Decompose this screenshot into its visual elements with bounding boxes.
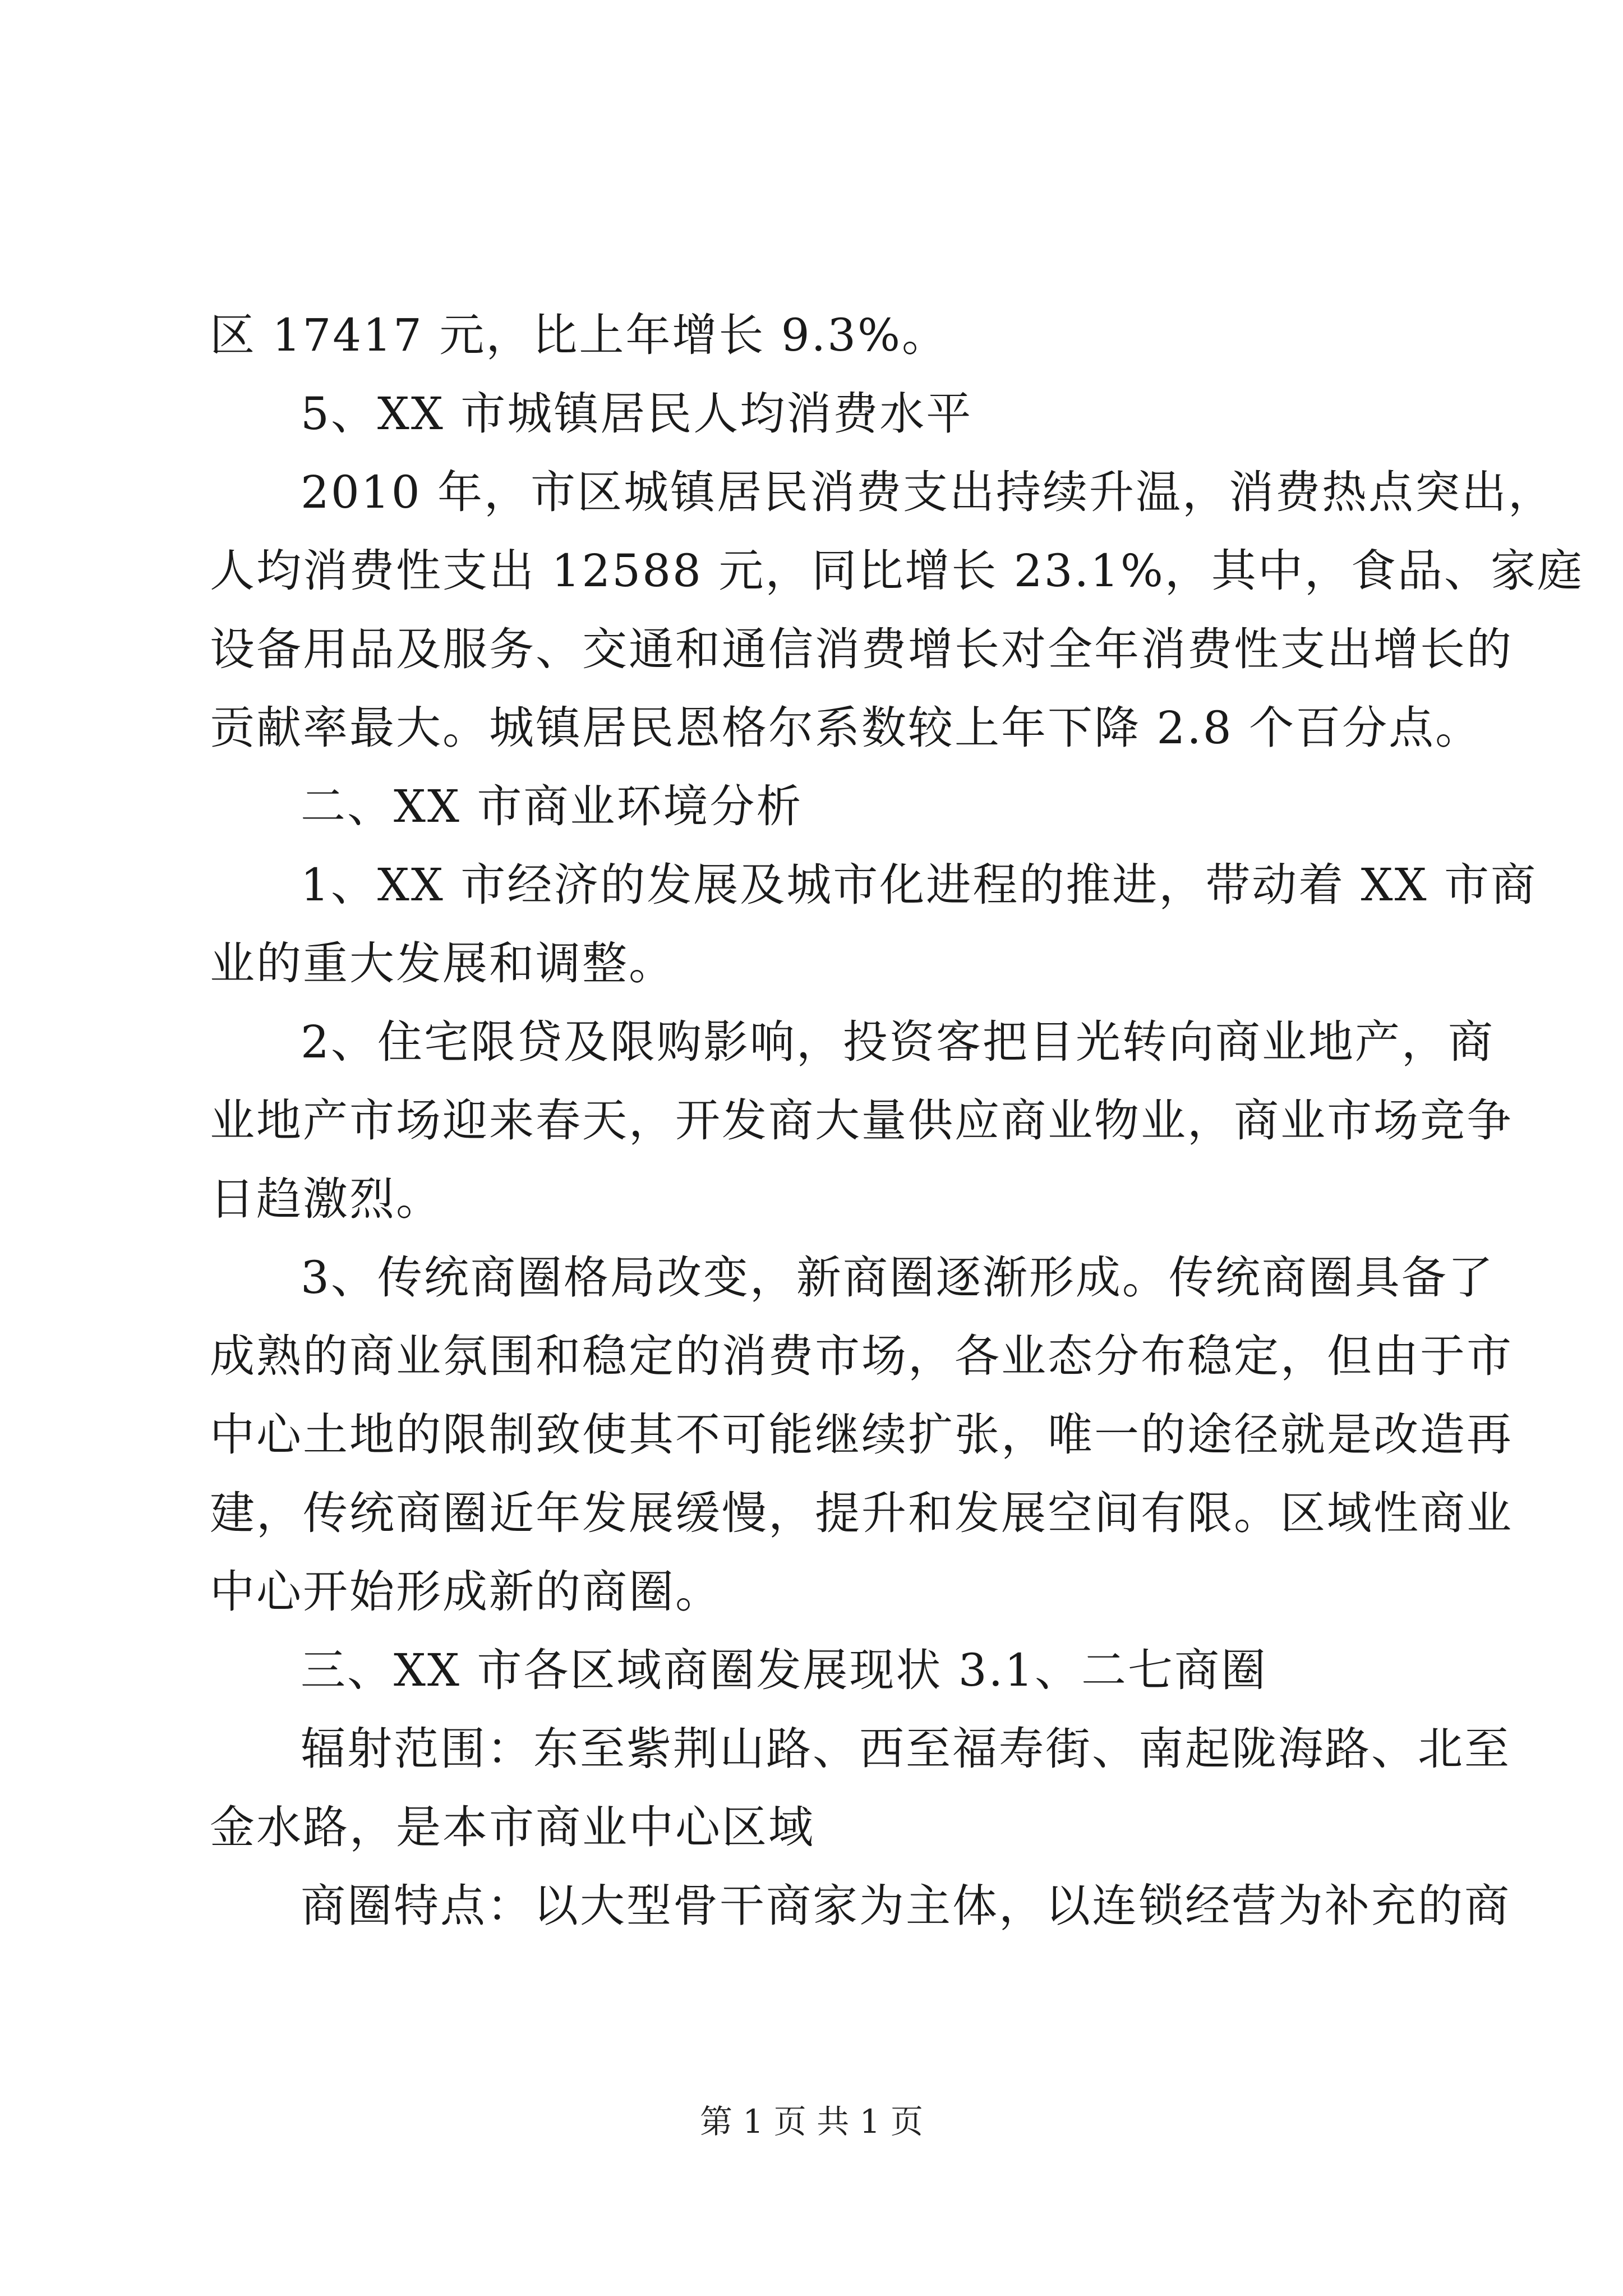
text-line: 设备用品及服务、交通和通信消费增长对全年消费性支出增长的 xyxy=(210,623,1513,675)
text-line: 5、XX 市城镇居民人均消费水平 xyxy=(301,388,973,440)
page-footer: 第 1 页 共 1 页 xyxy=(700,2102,923,2141)
text-line: 金水路，是本市商业中心区域 xyxy=(210,1801,815,1853)
section-heading: 二、XX 市商业环境分析 xyxy=(301,780,803,832)
text-line: 业地产市场迎来春天，开发商大量供应商业物业，商业市场竞争 xyxy=(210,1094,1513,1147)
text-line: 2010 年，市区城镇居民消费支出持续升温，消费热点突出， xyxy=(301,466,1555,518)
text-line: 3、传统商圈格局改变，新商圈逐渐形成。传统商圈具备了 xyxy=(301,1251,1495,1304)
section-heading: 三、XX 市各区域商圈发展现状 3.1、二七商圈 xyxy=(301,1644,1267,1696)
text-line: 贡献率最大。城镇居民恩格尔系数较上年下降 2.8 个百分点。 xyxy=(210,702,1482,754)
text-line: 辐射范围：东至紫荆山路、西至福寿街、南起陇海路、北至 xyxy=(301,1723,1511,1775)
text-line: 建，传统商圈近年发展缓慢，提升和发展空间有限。区域性商业 xyxy=(210,1487,1513,1539)
text-line: 1、XX 市经济的发展及城市化进程的推进，带动着 XX 市商 xyxy=(301,859,1537,911)
text-line: 区 17417 元，比上年增长 9.3%。 xyxy=(210,309,949,361)
text-line: 业的重大发展和调整。 xyxy=(210,937,675,990)
text-line: 中心开始形成新的商圈。 xyxy=(210,1566,722,1618)
text-line: 日趋激烈。 xyxy=(210,1173,442,1225)
text-line: 2、住宅限贷及限购影响，投资客把目光转向商业地产，商 xyxy=(301,1016,1495,1068)
text-line: 人均消费性支出 12588 元，同比增长 23.1%，其中，食品、家庭 xyxy=(210,545,1584,597)
text-line: 商圈特点：以大型骨干商家为主体，以连锁经营为补充的商 xyxy=(301,1880,1511,1932)
text-line: 中心土地的限制致使其不可能继续扩张，唯一的途径就是改造再 xyxy=(210,1409,1513,1461)
text-line: 成熟的商业氛围和稳定的消费市场，各业态分布稳定，但由于市 xyxy=(210,1330,1513,1382)
